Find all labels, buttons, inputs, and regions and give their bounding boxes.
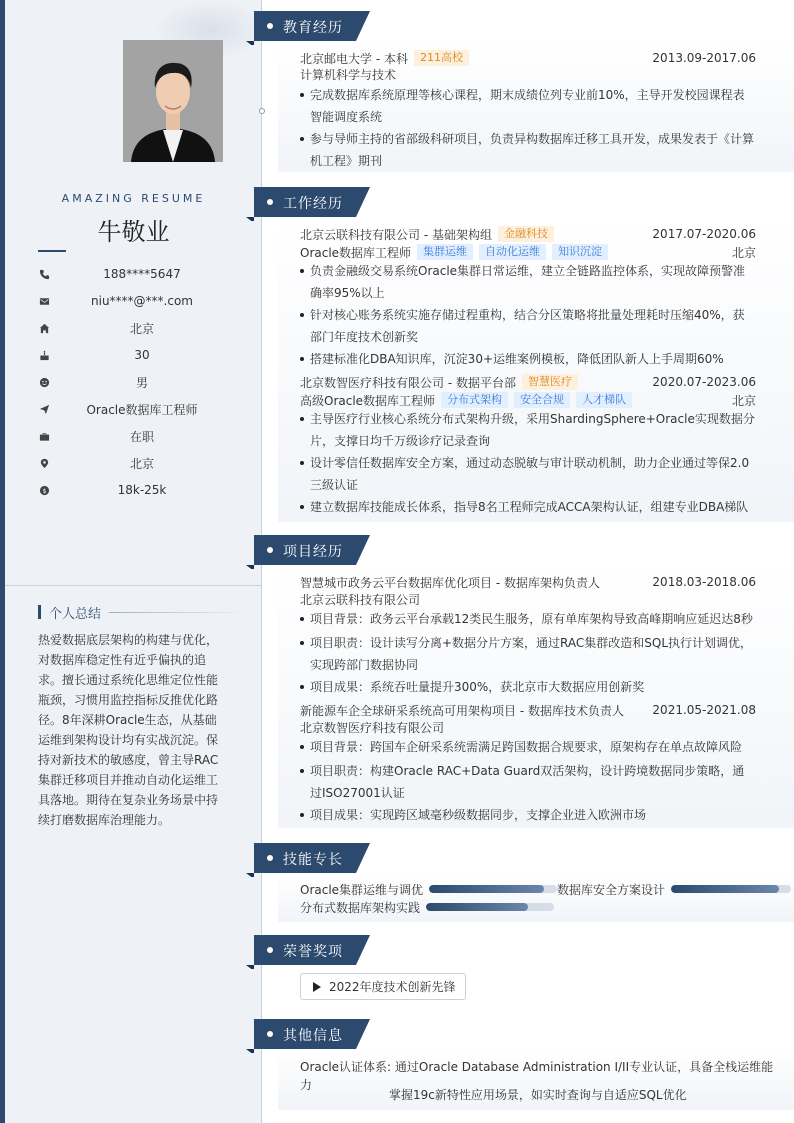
salary-value: 18k-25k xyxy=(117,483,167,497)
project-bullet: 项目职责：构建Oracle RAC+Data Guard双活架构，设计跨境数据同步策略，通过ISO27001认证 xyxy=(300,760,756,804)
info-age xyxy=(38,345,248,365)
role-tag: 人才梯队 xyxy=(576,392,632,408)
money-icon xyxy=(38,484,50,496)
main-content xyxy=(262,0,794,1123)
skill-fill xyxy=(671,885,779,893)
education-heading xyxy=(246,11,376,41)
age-value: 30 xyxy=(134,348,150,362)
name-underline xyxy=(38,250,66,252)
skill-name: 数据库安全方案设计 xyxy=(557,882,666,897)
info-home xyxy=(38,318,248,338)
skill-track xyxy=(426,903,554,911)
status-value: 在职 xyxy=(129,429,154,444)
skill-item xyxy=(557,881,791,897)
play-triangle-icon xyxy=(313,982,321,992)
skill-fill xyxy=(426,903,528,911)
project-bullet: 项目成果：实现跨区域毫秒级数据同步，支撑企业进入欧洲市场 xyxy=(300,804,756,826)
other-heading xyxy=(246,1019,376,1049)
sidebar xyxy=(5,0,262,1123)
projects-heading xyxy=(246,535,376,565)
other-line: 掌握19c新特性应用场景，如实时查询与自适应SQL优化 xyxy=(389,1088,687,1102)
awards-heading xyxy=(246,935,376,965)
section-dot xyxy=(267,947,273,953)
project-title-row xyxy=(300,573,756,591)
person-name: 牛敬业 xyxy=(97,218,170,246)
position-value: Oracle数据库工程师 xyxy=(86,402,198,417)
project-company: 北京云联科技有限公司 xyxy=(300,593,421,607)
cake-icon xyxy=(38,349,50,361)
work-date: 2017.07-2020.06 xyxy=(652,227,756,241)
email-value: niu****@***.com xyxy=(91,294,193,308)
home-value: 北京 xyxy=(129,321,154,336)
education-bullet: 参与导师主持的省部级科研项目，负责异构数据库迁移工具开发，成果发表于《计算机工程》期刊 xyxy=(300,128,756,172)
project-bullet: 项目背景：政务云平台承载12类民生服务，原有单库架构导致高峰期响应延迟达8秒 xyxy=(300,608,756,630)
work-date: 2020.07-2023.06 xyxy=(652,375,756,389)
project-bullet: 项目成果：系统吞吐量提升300%，获北京市大数据应用创新奖 xyxy=(300,676,756,698)
skill-name: 分布式数据库架构实践 xyxy=(300,900,421,915)
other-line: Oracle认证体系: 通过Oracle Database Administration I/II专业认证，具备全栈运维能力 xyxy=(300,1060,774,1092)
award-label: 2022年度技术创新先锋 xyxy=(329,980,456,994)
project-date: 2021.05-2021.08 xyxy=(652,703,756,717)
education-title: 教育经历 xyxy=(283,20,343,36)
work-city: 北京 xyxy=(731,245,756,260)
education-date: 2013.09-2017.06 xyxy=(652,51,756,65)
section-dot xyxy=(267,199,273,205)
school-tag: 211高校 xyxy=(414,50,469,66)
info-location xyxy=(38,453,248,473)
work-bullet: 搭建标准化DBA知识库，沉淀30+运维案例模板，降低团队新人上手周期60% xyxy=(300,348,756,370)
school-name: 北京邮电大学 - 本科 xyxy=(300,51,408,66)
company-name: 北京云联科技有限公司 - 基础架构组 xyxy=(300,227,492,242)
summary-accent-bar xyxy=(38,605,41,619)
home-icon xyxy=(38,322,50,334)
gender-value: 男 xyxy=(135,375,148,390)
role-tag: 分布式架构 xyxy=(441,392,508,408)
section-dot xyxy=(267,1031,273,1037)
work-bullet: 主导医疗行业核心系统分布式架构升级，采用ShardingSphere+Oracle实现数据分片，支撑日均千万级诊疗记录查询 xyxy=(300,408,756,452)
role-name: 高级Oracle数据库工程师 xyxy=(300,393,436,408)
section-dot xyxy=(267,855,273,861)
info-phone xyxy=(38,264,248,284)
work-title: 工作经历 xyxy=(283,196,343,212)
location-pin-icon xyxy=(38,457,50,469)
section-dot xyxy=(267,23,273,29)
mail-icon xyxy=(38,295,50,307)
role-name: Oracle数据库工程师 xyxy=(300,245,412,260)
other-title: 其他信息 xyxy=(283,1028,343,1044)
skill-item xyxy=(300,899,554,915)
project-bullet: 项目职责：设计读写分离+数据分片方案，通过RAC集群改造和SQL执行计划调优，实现跨部门数据协同 xyxy=(300,632,756,676)
section-dot xyxy=(267,547,273,553)
summary-title: 个人总结 xyxy=(49,606,102,622)
education-bullet: 完成数据库系统原理等核心课程，期末成绩位列专业前10%，主导开发校园课程表智能调度系统 xyxy=(300,84,756,128)
phone-value: 188****5647 xyxy=(103,267,181,281)
work-role-row xyxy=(300,391,756,409)
sidebar-divider xyxy=(5,585,262,586)
projects-title: 项目经历 xyxy=(283,544,343,560)
awards-title: 荣誉奖项 xyxy=(283,944,343,960)
project-date: 2018.03-2018.06 xyxy=(652,575,756,589)
summary-heading xyxy=(38,603,248,621)
summary-rule xyxy=(109,612,248,613)
svg-text:$: $ xyxy=(41,486,47,495)
role-tag: 集群运维 xyxy=(417,244,473,260)
info-gender xyxy=(38,372,248,392)
role-tag: 安全合规 xyxy=(514,392,570,408)
skill-fill xyxy=(429,885,544,893)
work-bullet: 负责金融级交易系统Oracle集群日常运维，建立全链路监控体系，实现故障预警准确率95%以上 xyxy=(300,260,756,304)
work-company-row xyxy=(300,373,756,391)
skills-title: 技能专长 xyxy=(283,852,343,868)
project-title-row xyxy=(300,701,756,719)
skill-item xyxy=(300,881,557,897)
summary-text: 热爱数据底层架构的构建与优化，对数据库稳定性有近乎偏执的追求。擅长通过系统化思维定位性能瓶颈，习惯用监控指标反推优化路径。8年深耕Oracle生态，从基础运维到架构设计均有实战沉淀。保持对新技术的敏感度，曾主导RAC集群迁移项目并推动自动化运维工具落地。期待在复杂业务场景中持续打磨数据库治理能力。 xyxy=(38,633,219,827)
project-bullet: 项目背景：跨国车企研采系统需满足跨国数据合规要求，原架构存在单点故障风险 xyxy=(300,736,756,758)
project-title: 新能源车企全球研采系统高可用架构项目 - 数据库技术负责人 xyxy=(300,703,624,718)
project-title: 智慧城市政务云平台数据库优化项目 - 数据库架构负责人 xyxy=(300,575,600,590)
work-role-row xyxy=(300,243,756,261)
project-company: 北京数智医疗科技有限公司 xyxy=(300,721,445,735)
award-item xyxy=(300,973,466,1000)
company-tag: 金融科技 xyxy=(498,226,554,242)
work-heading xyxy=(246,187,376,217)
info-email xyxy=(38,291,248,311)
paper-plane-icon xyxy=(38,403,50,415)
location-value: 北京 xyxy=(129,456,154,471)
brand-label: AMAZING RESUME xyxy=(61,192,206,205)
phone-icon xyxy=(38,268,50,280)
info-salary xyxy=(38,480,248,500)
work-bullet: 建立数据库技能成长体系，指导8名工程师完成ACCA架构认证，组建专业DBA梯队 xyxy=(300,496,756,518)
work-bullet: 针对核心账务系统实施存储过程重构，结合分区策略将批量处理耗时压缩40%，获部门年度技术创新奖 xyxy=(300,304,756,348)
info-status xyxy=(38,426,248,446)
work-company-row xyxy=(300,225,756,243)
company-name: 北京数智医疗科技有限公司 - 数据平台部 xyxy=(300,375,516,390)
info-position xyxy=(38,399,248,419)
work-city: 北京 xyxy=(731,393,756,408)
company-tag: 智慧医疗 xyxy=(522,374,578,390)
profile-photo xyxy=(123,40,223,162)
skills-heading xyxy=(246,843,376,873)
skill-name: Oracle集群运维与调优 xyxy=(300,882,424,897)
role-tag: 自动化运维 xyxy=(479,244,546,260)
education-major: 计算机科学与技术 xyxy=(300,68,397,82)
face-icon xyxy=(38,376,50,388)
skill-track xyxy=(429,885,557,893)
work-bullet: 设计零信任数据库安全方案，通过动态脱敏与审计联动机制，助力企业通过等保2.0三级认证 xyxy=(300,452,756,496)
portrait-image xyxy=(123,40,223,162)
role-tag: 知识沉淀 xyxy=(552,244,608,260)
education-row xyxy=(300,49,756,67)
briefcase-icon xyxy=(38,430,50,442)
skill-track xyxy=(671,885,791,893)
